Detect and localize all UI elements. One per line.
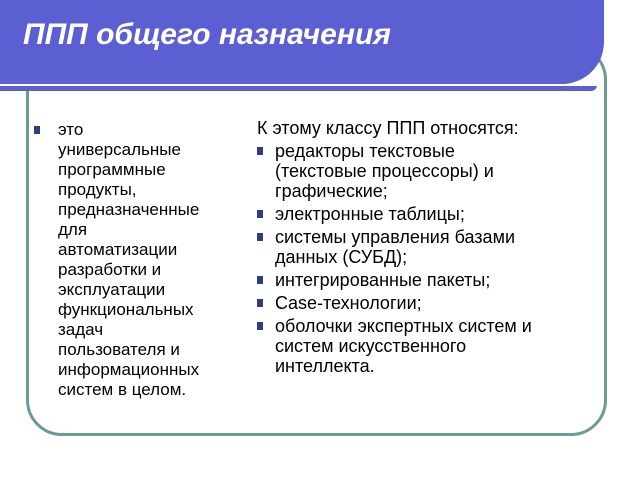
left-bullet-text: это универсальные программные продукты, предназначенные для автоматизации разработки и эксплуатации функциональных задач пользователя и информационных систем в целом. [58, 120, 200, 399]
square-bullet-icon [257, 147, 263, 155]
left-column [34, 120, 244, 400]
list-item [257, 227, 597, 267]
square-bullet-icon [257, 233, 263, 241]
list-item-text: Case-технологии; [275, 293, 422, 313]
list-item [257, 293, 597, 313]
list-item [257, 141, 597, 201]
title-underline-gap [0, 84, 604, 86]
list-item-text: электронные таблицы; [275, 204, 465, 224]
list-item-text: интегрированные пакеты; [275, 270, 491, 290]
list-item-text: редакторы текстовые (текстовые процессоры) и графические; [275, 141, 494, 201]
slide-title: ППП общего назначения [23, 18, 391, 51]
right-column [257, 118, 597, 379]
square-bullet-icon [257, 276, 263, 284]
square-bullet-icon [257, 322, 263, 330]
title-bar [0, 0, 604, 84]
square-bullet-icon [257, 299, 263, 307]
list-item-text: оболочки экспертных систем и систем искусственного интеллекта. [275, 316, 532, 376]
left-bullet-item [34, 120, 244, 400]
list-item [257, 204, 597, 224]
list-item-text: системы управления базами данных (СУБД); [275, 227, 515, 267]
list-item [257, 270, 597, 290]
square-bullet-icon [34, 126, 40, 134]
list-item [257, 316, 597, 376]
square-bullet-icon [257, 210, 263, 218]
right-intro: К этому классу ППП относятся: [257, 118, 519, 138]
